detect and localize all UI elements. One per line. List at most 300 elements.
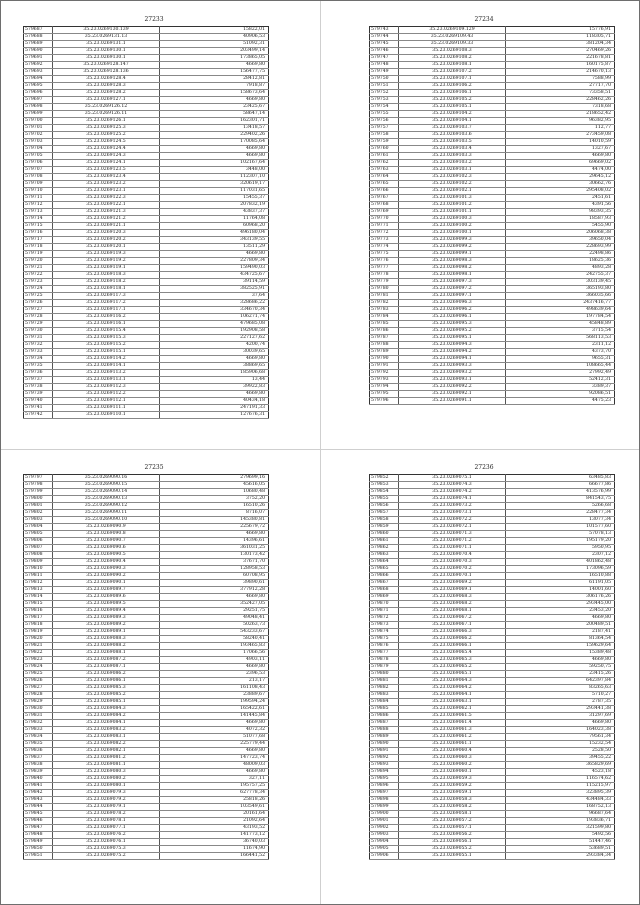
table-row — [370, 384, 615, 391]
table-row — [24, 496, 269, 503]
row-number-cell: 579811 — [24, 573, 53, 580]
table-row — [370, 300, 615, 307]
cadastral-number-cell: 35.23.0269100.2 — [399, 223, 506, 230]
value-cell: 166441,52 — [160, 853, 269, 860]
cadastral-number-cell: 35.23.0269085.1 — [53, 699, 160, 706]
value-cell: 4669,80 — [160, 720, 269, 727]
table-row — [24, 398, 269, 405]
table-row — [24, 293, 269, 300]
table-row — [370, 587, 615, 594]
row-number-cell: 579688 — [24, 34, 53, 41]
table-row — [24, 34, 269, 41]
row-number-cell: 579844 — [24, 804, 53, 811]
cadastral-number-cell: 35.23.0269105.2 — [399, 97, 506, 104]
cadastral-number-cell: 35.23.0269113.1 — [53, 377, 160, 384]
table-row — [370, 601, 615, 608]
cadastral-number-cell: 35.23.0269093.2 — [399, 370, 506, 377]
table-row — [370, 664, 615, 671]
cadastral-number-cell: 35.23.0269090.9 — [53, 524, 160, 531]
cadastral-number-cell: 35.23.0269089.3 — [53, 615, 160, 622]
row-number-cell: 579706 — [24, 160, 53, 167]
cadastral-number-cell: 35.23.0269124.3 — [53, 153, 160, 160]
cadastral-number-cell: 35.23.0269117.1 — [53, 307, 160, 314]
table-row — [24, 552, 269, 559]
row-number-cell: 579809 — [24, 559, 53, 566]
cadastral-number-cell: 35.23.0269064.3 — [399, 678, 506, 685]
row-number-cell: 579784 — [370, 314, 399, 321]
value-cell: 2311,12 — [506, 342, 615, 349]
table-row — [24, 769, 269, 776]
table-row — [370, 139, 615, 146]
table-row — [24, 853, 269, 860]
value-cell: 295408,02 — [506, 188, 615, 195]
cadastral-number-cell: 35.23.0269069.1 — [399, 587, 506, 594]
value-cell: 200489,51 — [506, 622, 615, 629]
value-cell: 156477,75 — [160, 69, 269, 76]
cadastral-number-cell: 35.23.0269103.5 — [399, 139, 506, 146]
row-number-cell: 579869 — [370, 594, 399, 601]
row-number-cell: 579813 — [24, 587, 53, 594]
cadastral-number-cell: 35.23.0269094.3 — [399, 342, 506, 349]
table-row — [370, 503, 615, 510]
cadastral-number-cell: 35.23.0269088.1 — [53, 650, 160, 657]
row-number-cell: 579693 — [24, 69, 53, 76]
cadastral-number-cell: 35.23.0269090.14 — [53, 489, 160, 496]
cadastral-number-cell: 35.23.0269115.2 — [53, 342, 160, 349]
cadastral-number-cell: 35.23.0269075.3 — [53, 846, 160, 853]
row-number-cell: 579738 — [24, 384, 53, 391]
row-number-cell: 579816 — [24, 608, 53, 615]
row-number-cell: 579882 — [370, 685, 399, 692]
value-cell: 15232,54 — [506, 741, 615, 748]
value-cell: 642397,84 — [506, 678, 615, 685]
cadastral-number-cell: 35.23.0269086.2 — [53, 671, 160, 678]
value-cell: 207832,19 — [160, 202, 269, 209]
table-row — [24, 209, 269, 216]
value-cell: 173096,59 — [506, 566, 615, 573]
table-row — [370, 307, 615, 314]
row-number-cell: 579721 — [24, 265, 53, 272]
row-number-cell: 579757 — [370, 125, 399, 132]
value-cell: 4669,80 — [160, 594, 269, 601]
value-cell: 18587,93 — [506, 216, 615, 223]
value-cell: 60708,95 — [160, 573, 269, 580]
row-number-cell: 579723 — [24, 279, 53, 286]
row-number-cell: 579812 — [24, 580, 53, 587]
row-number-cell: 579878 — [370, 657, 399, 664]
value-cell: 145380,81 — [160, 517, 269, 524]
row-number-cell: 579701 — [24, 125, 53, 132]
row-number-cell: 579871 — [370, 608, 399, 615]
cadastral-number-cell: 35.23.0269078.1 — [53, 818, 160, 825]
table-row — [24, 223, 269, 230]
table-row — [370, 482, 615, 489]
value-cell: 117031,65 — [160, 188, 269, 195]
table-row — [24, 685, 269, 692]
cadastral-number-cell: 35.23.0269073.1 — [399, 510, 506, 517]
table-row — [24, 251, 269, 258]
value-cell: 101577,60 — [506, 524, 615, 531]
row-number-cell: 579835 — [24, 741, 53, 748]
value-cell: 30039,65 — [160, 349, 269, 356]
table-row — [24, 363, 269, 370]
row-number-cell: 579827 — [24, 685, 53, 692]
row-number-cell: 579893 — [370, 762, 399, 769]
value-cell: 2187,41 — [506, 629, 615, 636]
cadastral-number-cell: 35.23.0269089.1 — [53, 629, 160, 636]
value-cell: 5710,27 — [506, 692, 615, 699]
cadastral-number-cell: 35.23.0269119.1 — [53, 265, 160, 272]
row-number-cell: 579776 — [370, 258, 399, 265]
cadastral-number-cell: 35.23.0269068.1 — [399, 608, 506, 615]
row-number-cell: 579881 — [370, 678, 399, 685]
cadastral-number-cell: 35.23.0269096.3 — [399, 300, 506, 307]
cadastral-number-cell: 35.23.0269071.2 — [399, 538, 506, 545]
row-number-cell: 579874 — [370, 629, 399, 636]
value-cell: 58647,14 — [160, 111, 269, 118]
table-row — [24, 538, 269, 545]
cadastral-number-cell: 35.23.0269101.1 — [399, 209, 506, 216]
cadastral-number-cell: 35.23.0269084.3 — [53, 706, 160, 713]
row-number-cell: 579712 — [24, 202, 53, 209]
row-number-cell: 579853 — [370, 482, 399, 489]
cadastral-number-cell: 35.23.0269075.2 — [53, 853, 160, 860]
row-number-cell: 579751 — [370, 83, 399, 90]
row-number-cell: 579875 — [370, 636, 399, 643]
cadastral-number-cell: 35.23.0269070.4 — [399, 552, 506, 559]
value-cell: 16510,88 — [506, 573, 615, 580]
table-row — [24, 111, 269, 118]
cadastral-number-cell: 35.23.0269088.3 — [53, 636, 160, 643]
value-cell: 293384,34 — [506, 853, 615, 860]
row-number-cell: 579846 — [24, 818, 53, 825]
cadastral-number-cell: 35.23.0269090.3 — [53, 566, 160, 573]
value-cell: 2396,53 — [160, 671, 269, 678]
value-cell: 69669,02 — [506, 160, 615, 167]
cadastral-number-cell: 35.23.0269061.2 — [399, 734, 506, 741]
table-row — [24, 83, 269, 90]
table-row — [370, 321, 615, 328]
cadastral-number-cell: 35.23.0269098.1 — [399, 272, 506, 279]
cadastral-number-cell: 35.23.0269060.3 — [399, 755, 506, 762]
cadastral-number-cell: 35.23.0269062.1 — [399, 706, 506, 713]
value-cell: 195179,20 — [506, 538, 615, 545]
row-number-cell: 579720 — [24, 258, 53, 265]
table-row — [370, 797, 615, 804]
value-cell: 225779,44 — [160, 741, 269, 748]
cadastral-number-cell: 35.23.0269087.2 — [53, 657, 160, 664]
value-cell: 25818,26 — [160, 797, 269, 804]
value-cell: 45848,89 — [506, 321, 615, 328]
cadastral-number-cell: 35.23.0269103.3 — [399, 153, 506, 160]
cadastral-number-cell: 35.23.0269059.3 — [399, 776, 506, 783]
table-row — [24, 55, 269, 62]
value-cell: 4669,80 — [160, 769, 269, 776]
table-row — [24, 839, 269, 846]
row-number-cell: 579709 — [24, 181, 53, 188]
row-number-cell: 579722 — [24, 272, 53, 279]
value-cell: 127676,31 — [160, 412, 269, 419]
cadastral-number-cell: 35.23.0269055.1 — [399, 853, 506, 860]
value-cell: 193465,83 — [160, 643, 269, 650]
row-number-cell: 579699 — [24, 111, 53, 118]
row-number-cell: 579799 — [24, 489, 53, 496]
table-row — [370, 244, 615, 251]
row-number-cell: 579714 — [24, 216, 53, 223]
table-row — [24, 713, 269, 720]
table-row — [370, 804, 615, 811]
table-row — [370, 699, 615, 706]
row-number-cell: 579854 — [370, 489, 399, 496]
cadastral-number-cell: 35.23.0269107.1 — [399, 76, 506, 83]
table-row — [24, 776, 269, 783]
cadastral-number-cell: 35.23.0269125.2 — [53, 132, 160, 139]
cadastral-number-cell: 35.23.0269077.1 — [53, 825, 160, 832]
cadastral-number-cell: 35.23.0269082.2 — [53, 741, 160, 748]
table-row — [24, 664, 269, 671]
row-number-cell: 579734 — [24, 356, 53, 363]
value-cell: 4072,32 — [160, 727, 269, 734]
table-row — [370, 146, 615, 153]
value-cell: 382525,91 — [160, 286, 269, 293]
table-row — [370, 370, 615, 377]
row-number-cell: 579764 — [370, 174, 399, 181]
row-number-cell: 579697 — [24, 97, 53, 104]
value-cell: 79561,34 — [506, 734, 615, 741]
cadastral-number-cell: 35.23.0269083.1 — [53, 734, 160, 741]
value-cell: 30662,76 — [506, 181, 615, 188]
cadastral-number-cell: 35.23.0269120.3 — [53, 230, 160, 237]
table-row — [370, 195, 615, 202]
value-cell: 10680,48 — [160, 489, 269, 496]
row-number-cell: 579838 — [24, 762, 53, 769]
value-cell: 18625,36 — [506, 258, 615, 265]
value-cell: 15776,91 — [506, 27, 615, 34]
row-number-cell: 579856 — [370, 503, 399, 510]
row-number-cell: 579789 — [370, 349, 399, 356]
cadastral-number-cell: 35.23.0269089.4 — [53, 608, 160, 615]
row-number-cell: 579899 — [370, 804, 399, 811]
cadastral-number-cell: 35.23.0269121.2 — [53, 216, 160, 223]
cadastral-number-cell: 35.23.0269123.5 — [53, 167, 160, 174]
table-row — [370, 531, 615, 538]
cadastral-number-cell: 35.23.0269080.3 — [53, 769, 160, 776]
cadastral-number-cell: 35.23.0269060.1 — [399, 769, 506, 776]
row-number-cell: 579690 — [24, 48, 53, 55]
row-number-cell: 579726 — [24, 300, 53, 307]
cadastral-number-cell: 35.23.0269096.2 — [399, 307, 506, 314]
row-number-cell: 579707 — [24, 167, 53, 174]
row-number-cell: 579769 — [370, 209, 399, 216]
table-row — [24, 650, 269, 657]
table-row — [24, 811, 269, 818]
value-cell: 242755,37 — [506, 272, 615, 279]
table-row — [24, 69, 269, 76]
row-number-cell: 579880 — [370, 671, 399, 678]
value-cell: 221678,81 — [506, 55, 615, 62]
cadastral-number-cell: 35.23.0269099.3 — [399, 237, 506, 244]
row-number-cell: 579710 — [24, 188, 53, 195]
cadastral-number-cell: 35.23.0269056.1 — [399, 839, 506, 846]
table-row — [24, 566, 269, 573]
cadastral-number-cell: 35.23.0269064.2 — [399, 685, 506, 692]
row-number-cell: 579867 — [370, 580, 399, 587]
cadastral-number-cell: 35.23.0269126.12 — [53, 104, 160, 111]
table-row — [370, 342, 615, 349]
value-cell: 161108,43 — [160, 685, 269, 692]
row-number-cell: 579702 — [24, 132, 53, 139]
value-cell: 381204,34 — [506, 41, 615, 48]
value-cell: 116574,62 — [506, 776, 615, 783]
cadastral-number-cell: 35.23.0269057.1 — [399, 825, 506, 832]
table-row — [24, 545, 269, 552]
table-row — [370, 552, 615, 559]
value-cell: 3448,00 — [160, 167, 269, 174]
table-row — [24, 48, 269, 55]
row-number-cell: 579705 — [24, 153, 53, 160]
row-number-cell: 579711 — [24, 195, 53, 202]
register-table — [23, 26, 269, 419]
row-number-cell: 579896 — [370, 783, 399, 790]
table-row — [370, 356, 615, 363]
row-number-cell: 579768 — [370, 202, 399, 209]
table-row — [370, 314, 615, 321]
cadastral-number-cell: 35.23.0269111.1 — [53, 405, 160, 412]
cadastral-number-cell: 35.23.0269082.1 — [53, 748, 160, 755]
table-row — [370, 363, 615, 370]
cadastral-number-cell: 35.23.0269071.3 — [399, 531, 506, 538]
value-cell: 496180,04 — [160, 230, 269, 237]
value-cell: 366035,66 — [506, 293, 615, 300]
row-number-cell: 579733 — [24, 349, 53, 356]
value-cell: 92086,51 — [506, 391, 615, 398]
value-cell: 23425,67 — [160, 104, 269, 111]
row-number-cell: 579761 — [370, 153, 399, 160]
table-row — [370, 811, 615, 818]
cadastral-number-cell: 35.23.0269073.2 — [399, 503, 506, 510]
cadastral-number-cell: 35.23.0269094.1 — [399, 356, 506, 363]
table-row — [370, 328, 615, 335]
row-number-cell: 579724 — [24, 286, 53, 293]
value-cell: 11764,08 — [160, 216, 269, 223]
row-number-cell: 579883 — [370, 692, 399, 699]
table-row — [24, 475, 269, 482]
table-row — [370, 132, 615, 139]
value-cell: 51092,31 — [160, 41, 269, 48]
row-number-cell: 579803 — [24, 517, 53, 524]
row-number-cell: 579900 — [370, 811, 399, 818]
value-cell: 39922,83 — [160, 384, 269, 391]
value-cell: 23453,20 — [506, 608, 615, 615]
row-number-cell: 579868 — [370, 587, 399, 594]
table-row — [24, 244, 269, 251]
table-row — [370, 524, 615, 531]
row-number-cell: 579735 — [24, 363, 53, 370]
cadastral-number-cell: 35.23.0269078.2 — [53, 811, 160, 818]
cadastral-number-cell: 35.23.0269090.1 — [53, 580, 160, 587]
value-cell: 40906,53 — [160, 34, 269, 41]
table-row — [24, 510, 269, 517]
table-row — [24, 615, 269, 622]
value-cell: 1327,67 — [506, 146, 615, 153]
cadastral-number-cell: 35.23.0269097.1 — [399, 293, 506, 300]
value-cell: 96687,64 — [506, 811, 615, 818]
row-number-cell: 579873 — [370, 622, 399, 629]
table-row — [370, 692, 615, 699]
value-cell: 59250,75 — [506, 664, 615, 671]
value-cell: 103549,61 — [160, 804, 269, 811]
row-number-cell: 579752 — [370, 90, 399, 97]
cadastral-number-cell: 35.23.0269089.6 — [53, 594, 160, 601]
cadastral-number-cell: 35.23.0269102.1 — [399, 188, 506, 195]
value-cell: 168752,13 — [506, 804, 615, 811]
row-number-cell: 579839 — [24, 769, 53, 776]
row-number-cell: 579905 — [370, 846, 399, 853]
value-cell: 13511,29 — [160, 244, 269, 251]
cadastral-number-cell: 35.23.0269131.13 — [53, 34, 160, 41]
cadastral-number-cell: 35.23.0269079.2 — [53, 797, 160, 804]
row-number-cell: 579904 — [370, 839, 399, 846]
cadastral-number-cell: 35.23.0269117.2 — [53, 300, 160, 307]
row-number-cell: 579822 — [24, 650, 53, 657]
value-cell: 4669,80 — [160, 251, 269, 258]
row-number-cell: 579895 — [370, 776, 399, 783]
cadastral-number-cell: 35.23.0269100.1 — [399, 230, 506, 237]
row-number-cell: 579855 — [370, 496, 399, 503]
value-cell: 159629,64 — [506, 643, 615, 650]
table-row — [24, 559, 269, 566]
cadastral-number-cell: 35.23.0269100.3 — [399, 216, 506, 223]
value-cell: 57078,13 — [506, 531, 615, 538]
table-row — [370, 76, 615, 83]
cadastral-number-cell: 35.23.0269096.1 — [399, 314, 506, 321]
table-row — [24, 188, 269, 195]
cadastral-number-cell: 35.23.0269115.3 — [53, 335, 160, 342]
row-number-cell: 579770 — [370, 216, 399, 223]
cadastral-number-cell: 35.23.0269090.2 — [53, 573, 160, 580]
cadastral-number-cell: 35.23.0269130.139 — [53, 27, 160, 34]
table-row — [370, 90, 615, 97]
row-number-cell: 579877 — [370, 650, 399, 657]
row-number-cell: 579814 — [24, 594, 53, 601]
row-number-cell: 579787 — [370, 335, 399, 342]
row-number-cell: 579754 — [370, 104, 399, 111]
table-row — [370, 629, 615, 636]
table-row — [370, 846, 615, 853]
row-number-cell: 579903 — [370, 832, 399, 839]
table-row — [370, 475, 615, 482]
cadastral-number-cell: 35.23.0269090.6 — [53, 545, 160, 552]
cadastral-number-cell: 35.23.0269070.2 — [399, 566, 506, 573]
value-cell: 141773,12 — [160, 832, 269, 839]
page-number: 27234 — [474, 16, 494, 23]
cadastral-number-cell: 35.23.0269091.1 — [399, 398, 506, 405]
table-row — [24, 125, 269, 132]
value-cell: 17066,56 — [160, 650, 269, 657]
value-cell: 22498,86 — [506, 251, 615, 258]
cadastral-number-cell: 35.23.0269122.3 — [53, 195, 160, 202]
cadastral-number-cell: 35.23.0269068.3 — [399, 594, 506, 601]
value-cell: 321599,80 — [506, 825, 615, 832]
cadastral-number-cell: 35.23.0269123.4 — [53, 174, 160, 181]
value-cell: 170085,64 — [160, 139, 269, 146]
cadastral-number-cell: 35.23.0269118.3 — [53, 272, 160, 279]
row-number-cell: 579755 — [370, 111, 399, 118]
row-number-cell: 579717 — [24, 237, 53, 244]
cadastral-number-cell: 35.23.0269107.2 — [399, 69, 506, 76]
cadastral-number-cell: 35.23.0269093.3 — [399, 363, 506, 370]
vertical-page-divider — [320, 1, 321, 904]
